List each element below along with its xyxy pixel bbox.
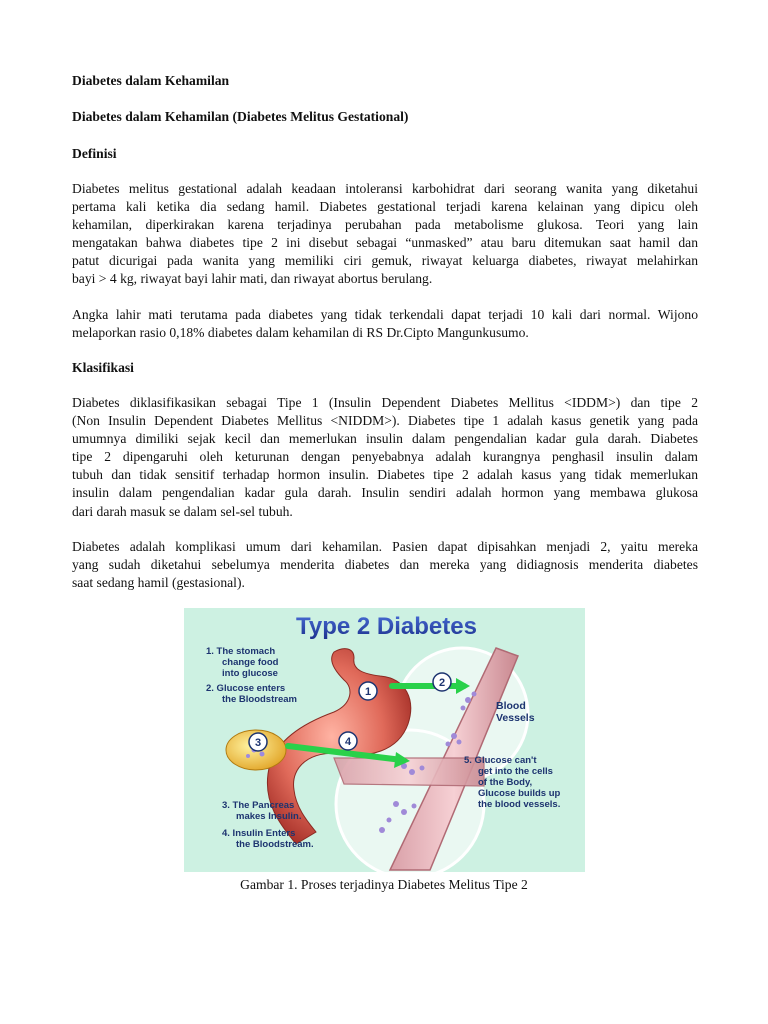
- section-heading-definisi: Definisi: [72, 146, 117, 161]
- text-line: mengatakan bahwa diabetes tipe 2 ini disebut sebagai “unmasked” atau baru ditemukan saat hamil dan: [72, 235, 698, 251]
- diabetes-figure: [184, 608, 585, 872]
- text-line: Diabetes adalah komplikasi umum dari kehamilan. Pasien dapat dipisahkan menjadi 2, yaitu mereka: [72, 539, 698, 554]
- step5-text-l2: get into the cells: [478, 766, 553, 777]
- svg-text:2: 2: [438, 677, 446, 689]
- step4-text-l2: the Bloodstream.: [236, 839, 314, 850]
- step1-text-l2: change food: [222, 657, 279, 668]
- text-line: dari darah masuk se dalam sel-sel tubuh.: [72, 503, 293, 519]
- step1-text-l1: 1. The stomach: [206, 646, 276, 657]
- step1-text-l3: into glucose: [222, 668, 278, 679]
- text-line: tubuh dan tidak sensitif terhadap hormon insulin. Diabetes tipe 2 adalah kasus yang tidak memerlukan: [72, 467, 698, 483]
- text-line: insulin dalam pengendalian kadar gula darah. Insulin sendiri adalah hormon yang membawa glukosa: [72, 485, 698, 501]
- svg-text:4: 4: [344, 736, 352, 748]
- paragraph-angka-lahir-mati: [72, 306, 698, 342]
- step2-text-l1: 2. Glucose enters: [206, 683, 286, 694]
- figure-title: Type 2 Diabetes: [296, 613, 477, 640]
- text-line: Angka lahir mati terutama pada diabetes yang tidak terkendali dapat terjadi 10 kali dari normal. Wijono: [72, 307, 698, 322]
- document-subtitle: Diabetes dalam Kehamilan (Diabetes Melitus Gestational): [72, 109, 409, 124]
- text-line: Diabetes diklasifikasikan sebagai Tipe 1 (Insulin Dependent Diabetes Mellitus <IDDM>) dan tipe 2: [72, 395, 698, 410]
- text-line: patut dicurigai pada wanita yang memiliki ciri gemuk, riwayat keluarga diabetes, riwayat melahirkan: [72, 253, 698, 269]
- vessels-label-l1: Blood: [496, 700, 526, 712]
- step2-text-l2: the Bloodstream: [222, 694, 297, 705]
- text-line: pertama kali ketika dia sedang hamil. Diabetes gestational terjadi karena kelainan yang dipicu oleh: [72, 199, 698, 215]
- document-title: Diabetes dalam Kehamilan: [72, 73, 230, 88]
- paragraph-definisi: [72, 180, 698, 289]
- diabetes-illustration: [184, 608, 585, 872]
- text-line: tipe 2 dipengaruhi oleh keturunan dengan penyebabnya adalah kurangnya penghasil insulin dalam: [72, 449, 698, 465]
- step5-text-l4: Glucose builds up: [478, 788, 561, 799]
- step5-text-l5: the blood vessels.: [478, 799, 561, 810]
- text-line: yang sudah diketahui sebelumya menderita diabetes dan mereka yang didiagnosis menderita diabetes: [72, 557, 698, 573]
- text-line: (Non Insulin Dependent Diabetes Mellitus <NIDDM>). Diabetes tipe 1 adalah kasus genetik yang pada: [72, 413, 698, 429]
- paragraph-klasifikasi: [72, 394, 698, 521]
- vessels-label-l2: Vessels: [496, 712, 535, 724]
- paragraph-komplikasi: [72, 538, 698, 592]
- figure-caption: Gambar 1. Proses terjadinya Diabetes Melitus Tipe 2: [240, 877, 528, 892]
- section-heading-klasifikasi: Klasifikasi: [72, 360, 134, 375]
- text-line: umumnya dimiliki sejak kecil dan memerlukan insulin dalam pengendalian kadar gula darah. Diabetes: [72, 431, 698, 447]
- step3-text-l1: 3. The Pancreas: [222, 800, 295, 811]
- text-line: melaporkan rasio 0,18% diabetes dalam kehamilan di RS Dr.Cipto Mangunkusumo.: [72, 325, 529, 341]
- text-line: saat sedang hamil (gestasional).: [72, 575, 245, 591]
- step3-text-l2: makes Insulin.: [236, 811, 302, 822]
- step5-text-l1: 5. Glucose can't: [464, 755, 537, 766]
- step4-text-l1: 4. Insulin Enters: [222, 828, 296, 839]
- svg-text:1: 1: [364, 686, 372, 698]
- svg-text:3: 3: [254, 737, 262, 749]
- text-line: bayi > 4 kg, riwayat bayi lahir mati, dan riwayat abortus berulang.: [72, 271, 433, 287]
- text-line: Diabetes melitus gestational adalah keadaan intoleransi karbohidrat dari seorang wanita yang diketahui: [72, 181, 698, 196]
- step5-text-l3: of the Body,: [478, 777, 533, 788]
- text-line: kehamilan, diperkirakan karena terjadinya perubahan pada metabolisme glukosa. Teori yang lain: [72, 217, 698, 233]
